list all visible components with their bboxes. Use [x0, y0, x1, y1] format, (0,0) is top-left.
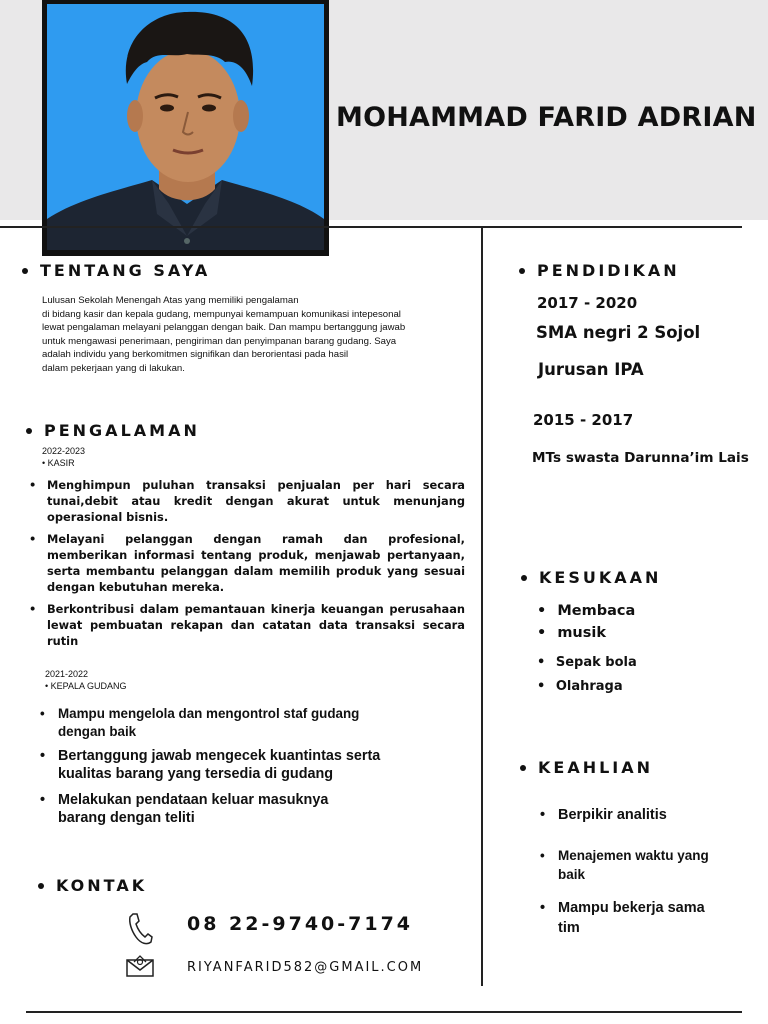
job-points-list	[29, 477, 465, 655]
education-school: SMA negri 2 Sojol	[536, 323, 701, 342]
about-line: Lulusan Sekolah Menengah Atas yang memiliki pengalaman	[42, 295, 299, 306]
section-heading-hobbies	[521, 568, 661, 587]
hobby-label: musik	[557, 625, 607, 641]
bullet-icon	[22, 268, 28, 274]
hobby-item: • Sepak bola	[537, 655, 637, 670]
about-line: di bidang kasir dan kepala gudang, mempunyai kemampuan komunikasi intepesonal	[42, 308, 401, 320]
list-item: • Melayani pelanggan dengan ramah dan profesional, memberikan informasi tentang produk, menjawab pertanyaan, serta membantu pelanggan dalam memilih produk yang sesuai dengan kebutuhan mereka.	[29, 531, 465, 595]
email-address: RIYANFARID582@GMAIL.COM	[187, 960, 424, 975]
about-line: dalam pekerjaan yang di lakukan.	[42, 362, 185, 374]
section-heading-experience	[26, 421, 200, 440]
skills-list	[540, 806, 730, 938]
hobby-item: • musik	[537, 625, 607, 641]
job-role: • KEPALA GUDANG	[45, 681, 127, 691]
education-years: 2017 - 2020	[537, 294, 638, 312]
profile-photo	[42, 0, 329, 256]
list-item: • Mampu mengelola dan mengontrol staf gudang dengan baik	[40, 705, 380, 741]
section-heading-skills	[520, 758, 653, 777]
bullet-icon	[38, 883, 44, 889]
hobby-label: Olahraga	[555, 679, 623, 694]
bullet-icon	[520, 765, 526, 771]
phone-icon	[127, 912, 153, 946]
list-item: • Bertanggung jawab mengecek kuantintas serta kualitas barang yang tersedia di gudang	[40, 747, 388, 783]
divider-horizontal-top	[0, 226, 742, 228]
hobby-label: Membaca	[557, 603, 636, 619]
job-period: 2021-2022	[45, 669, 89, 679]
person-portrait-icon	[47, 4, 324, 250]
bullet-icon	[26, 428, 32, 434]
bullet-icon	[521, 575, 527, 581]
education-major: Jurusan IPA	[538, 360, 644, 379]
hobby-label: Sepak bola	[555, 655, 637, 670]
list-item: • Berpikir analitis	[540, 806, 730, 824]
divider-horizontal-bottom	[26, 1011, 742, 1013]
about-line: lewat pengalaman melayani pelanggan dengan baik. Dan mampu bertanggung jawab	[42, 322, 406, 334]
hobby-item: • Olahraga	[537, 679, 623, 694]
list-item: • Berkontribusi dalam pemantauan kinerja keuangan perusahaan lewat pembuatan rekapan dan catatan data transaksi secara rutin	[29, 601, 465, 649]
hobby-item: • Membaca	[537, 603, 636, 619]
heading-text: PENGALAMAN	[44, 421, 200, 440]
list-item: • Mampu bekerja sama tim	[540, 898, 728, 938]
education-years: 2015 - 2017	[533, 411, 634, 429]
section-heading-about	[22, 261, 210, 280]
heading-text: PENDIDIKAN	[537, 261, 680, 280]
job-points-list	[40, 705, 380, 827]
phone-number: 08 22-9740-7174	[187, 913, 414, 935]
about-line: untuk mengawasi penerimaan, pengiriman dan penyimpanan barang gudang. Saya	[42, 335, 397, 347]
job-period: 2022-2023	[42, 446, 86, 456]
list-item: • Melakukan pendataan keluar masuknya barang dengan teliti	[40, 791, 348, 827]
heading-text: KESUKAAN	[539, 568, 662, 587]
section-heading-education	[519, 261, 680, 280]
section-heading-contact	[38, 876, 147, 895]
mail-icon	[126, 955, 154, 977]
job-role: • KASIR	[42, 458, 75, 468]
person-name: MOHAMMAD FARID ADRIAN	[336, 102, 757, 133]
heading-text: KEAHLIAN	[538, 758, 654, 777]
education-school: MTs swasta Darunna’im Lais	[532, 450, 749, 466]
about-line: adalah individu yang berkomitmen signifikan dan berorientasi pada hasil	[42, 349, 349, 361]
bullet-icon	[519, 268, 525, 274]
about-paragraph	[42, 294, 475, 376]
heading-text: KONTAK	[56, 876, 148, 895]
list-item: • Menghimpun puluhan transaksi penjualan per hari secara tunai,debit atau kredit dengan akurat untuk menunjang operasional bisnis.	[29, 477, 465, 525]
list-item: • Menajemen waktu yang baik	[540, 846, 728, 884]
heading-text: TENTANG SAYA	[40, 261, 211, 280]
divider-vertical	[481, 226, 483, 986]
